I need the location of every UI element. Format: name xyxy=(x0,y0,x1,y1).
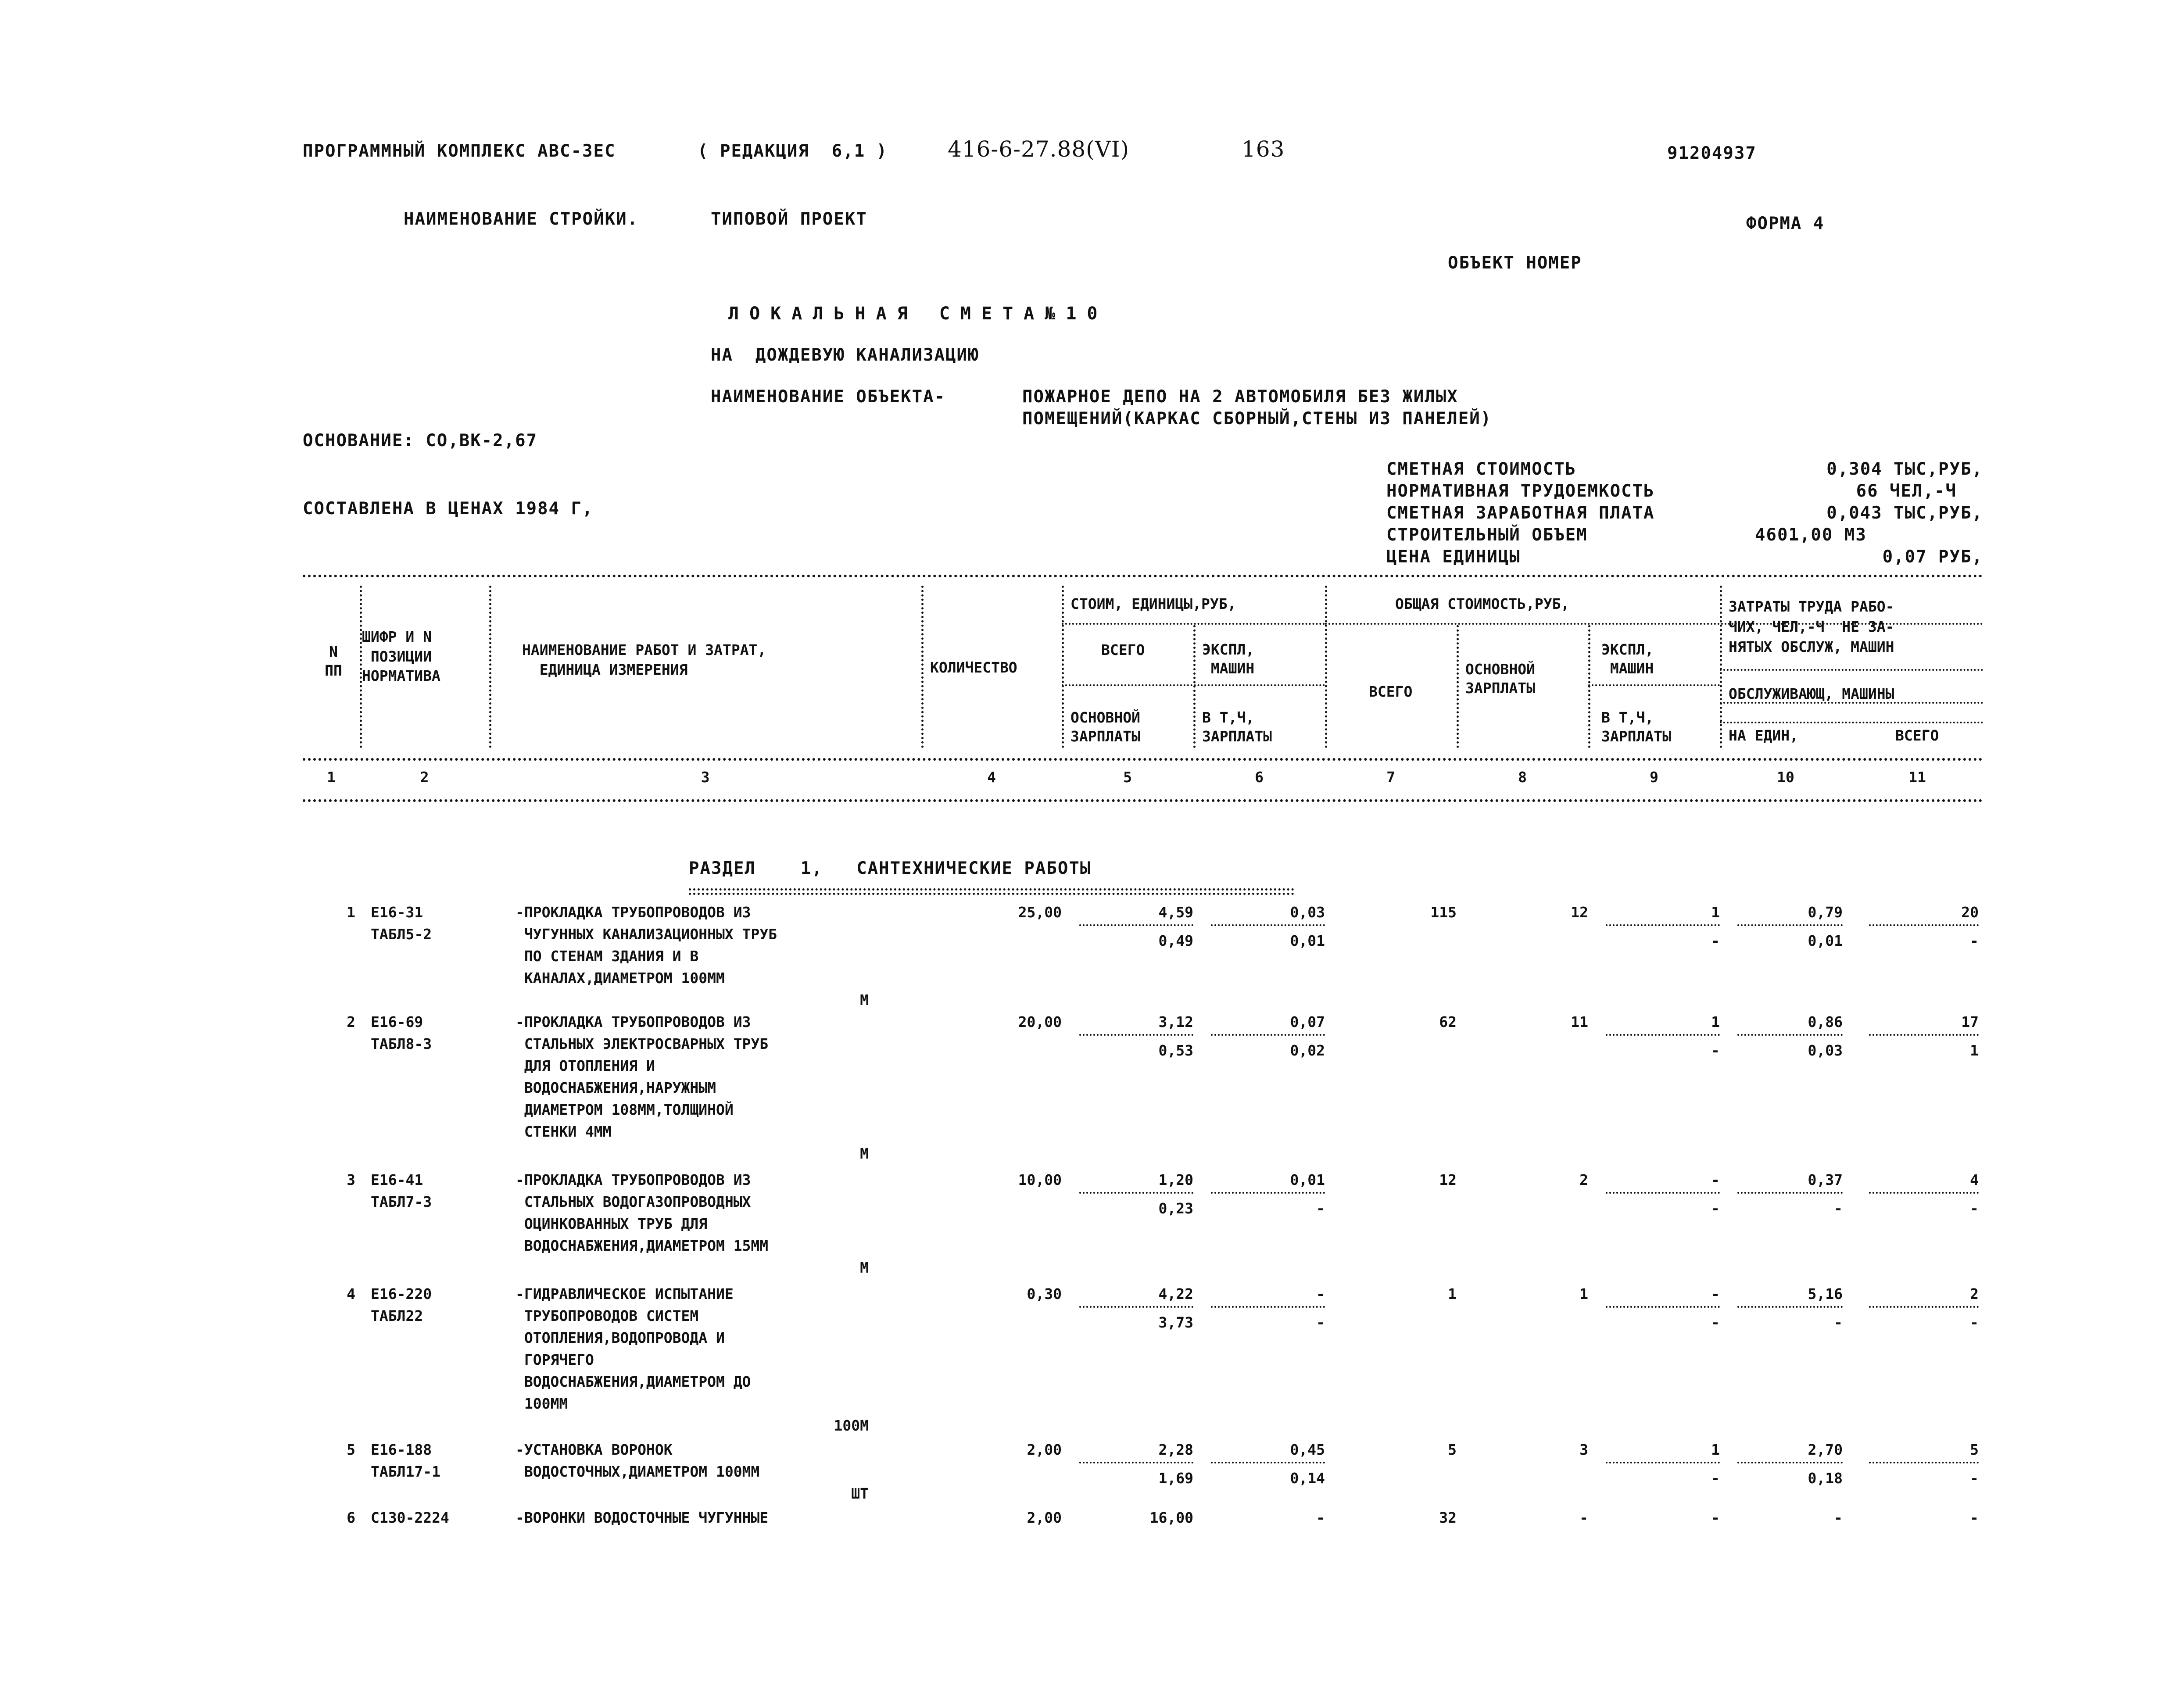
col-number: 4 xyxy=(987,769,996,786)
row-name: -ПРОКЛАДКА ТРУБОПРОВОДОВ ИЗ ЧУГУННЫХ КАНАЛИЗАЦИОННЫХ ТРУБ ПО СТЕНАМ ЗДАНИЯ И В КАНАЛАХ,ДИАМЕТРОМ 100ММ xyxy=(516,904,777,987)
row-labor-unit: 0,79 xyxy=(1808,904,1843,921)
row-total-machines: 1 xyxy=(1711,904,1720,921)
row-code: Е16-31 ТАБЛ5-2 xyxy=(371,904,432,943)
row-labor-unit: 2,70 xyxy=(1808,1441,1843,1458)
line-name-value: ТИПОВОЙ ПРОЕКТ xyxy=(711,209,867,229)
row-labor-total: 2 xyxy=(1970,1285,1979,1302)
row-total-machine-wages: - xyxy=(1711,1314,1720,1331)
col-number: 3 xyxy=(701,769,710,786)
row-labor-total-machines: - xyxy=(1970,1314,1979,1331)
row-quantity: 2,00 xyxy=(1027,1441,1062,1458)
col-number: 2 xyxy=(420,769,429,786)
row-unit-wages: 0,49 xyxy=(1158,932,1193,949)
object-line-1: ПОЖАРНОЕ ДЕПО НА 2 АВТОМОБИЛЯ БЕЗ ЖИЛЫХ xyxy=(1022,387,1458,407)
row-total: 62 xyxy=(1439,1013,1457,1030)
row-labor-total-machines: 1 xyxy=(1970,1042,1979,1059)
row-name: -ПРОКЛАДКА ТРУБОПРОВОДОВ ИЗ СТАЛЬНЫХ ВОДОГАЗОПРОВОДНЫХ ОЦИНКОВАННЫХ ТРУБ ДЛЯ ВОДОСНАБЖЕНИЯ,ДИАМЕТРОМ 15ММ xyxy=(516,1171,769,1254)
object-label: НАИМЕНОВАНИЕ ОБЪЕКТА- xyxy=(711,387,946,407)
row-labor-total: 17 xyxy=(1961,1013,1979,1030)
header-labor-sub: ОБСЛУЖИВАЮЩ, МАШИНЫ xyxy=(1729,685,1894,702)
header-col-6a: ЭКСПЛ, МАШИН xyxy=(1202,641,1255,677)
row-total: 32 xyxy=(1439,1509,1457,1526)
row-total: 12 xyxy=(1439,1171,1457,1188)
row-quantity: 25,00 xyxy=(1018,904,1062,921)
col-number: 7 xyxy=(1386,769,1395,786)
row-quantity: 0,30 xyxy=(1027,1285,1062,1302)
row-number: 2 xyxy=(347,1013,355,1030)
row-unit: 100М xyxy=(834,1417,869,1434)
row-unit-total: 2,28 xyxy=(1158,1441,1193,1458)
row-unit-machines: 0,45 xyxy=(1290,1441,1325,1458)
doc-number: 91204937 xyxy=(1667,143,1757,163)
row-labor-unit-machines: 0,03 xyxy=(1808,1042,1843,1059)
header-col-9b: В Т,Ч, ЗАРПЛАТЫ xyxy=(1601,709,1671,745)
col-number: 10 xyxy=(1777,769,1794,786)
row-total-machines: 1 xyxy=(1711,1441,1720,1458)
header-col-5a: ВСЕГО xyxy=(1101,641,1145,658)
project-code: 416-6-27.88(VI) xyxy=(948,136,1130,162)
row-total-machines: - xyxy=(1711,1285,1720,1302)
object-line-2: ПОМЕЩЕНИЙ(КАРКАС СБОРНЫЙ,СТЕНЫ ИЗ ПАНЕЛЕЙ) xyxy=(1022,409,1492,429)
row-unit-machines: 0,07 xyxy=(1290,1013,1325,1030)
header-col-4: КОЛИЧЕСТВО xyxy=(930,659,1017,676)
row-unit-wages: 3,73 xyxy=(1158,1314,1193,1331)
summary-label: НОРМАТИВНАЯ ТРУДОЕМКОСТЬ xyxy=(1386,481,1655,501)
row-labor-total: 20 xyxy=(1961,904,1979,921)
col-number: 5 xyxy=(1123,769,1132,786)
row-labor-unit-machines: - xyxy=(1834,1200,1843,1217)
row-total-machine-wages: - xyxy=(1711,1042,1720,1059)
header-col-3: НАИМЕНОВАНИЕ РАБОТ И ЗАТРАТ, ЕДИНИЦА ИЗМЕРЕНИЯ xyxy=(522,641,766,678)
row-unit-total: 3,12 xyxy=(1158,1013,1193,1030)
row-unit: М xyxy=(860,1145,869,1162)
row-number: 4 xyxy=(347,1285,355,1302)
row-total-machines: 1 xyxy=(1711,1013,1720,1030)
object-number: ОБЪЕКТ НОМЕР xyxy=(1448,253,1582,273)
row-number: 3 xyxy=(347,1171,355,1188)
row-labor-unit-machines: - xyxy=(1834,1314,1843,1331)
line-name-label: НАИМЕНОВАНИЕ СТРОЙКИ. xyxy=(404,209,639,229)
row-total: 115 xyxy=(1430,904,1457,921)
summary-label: СТРОИТЕЛЬНЫЙ ОБЪЕМ xyxy=(1386,525,1588,545)
doc-subject: НА ДОЖДЕВУЮ КАНАЛИЗАЦИЮ xyxy=(711,345,979,365)
row-unit-total: 4,59 xyxy=(1158,904,1193,921)
row-total-wages: 3 xyxy=(1579,1441,1588,1458)
row-unit-wages: 0,53 xyxy=(1158,1042,1193,1059)
row-total-machines: - xyxy=(1711,1509,1720,1526)
row-number: 5 xyxy=(347,1441,355,1458)
row-name: -ГИДРАВЛИЧЕСКОЕ ИСПЫТАНИЕ ТРУБОПРОВОДОВ СИСТЕМ ОТОПЛЕНИЯ,ВОДОПРОВОДА И ГОРЯЧЕГО ВОДОСНАБЖЕНИЯ,ДИАМЕТРОМ ДО 100ММ xyxy=(516,1285,751,1412)
row-quantity: 10,00 xyxy=(1018,1171,1062,1188)
row-unit-machine-wages: 0,14 xyxy=(1290,1470,1325,1487)
summary-value: 0,043 ТЫС,РУБ, xyxy=(1826,503,1983,523)
row-total-wages: 11 xyxy=(1571,1013,1588,1030)
row-total-machine-wages: - xyxy=(1711,1470,1720,1487)
doc-title: ЛОКАЛЬНАЯ СМЕТА№10 xyxy=(728,304,1108,324)
row-unit-machine-wages: 0,02 xyxy=(1290,1042,1325,1059)
header-col-6b: В Т,Ч, ЗАРПЛАТЫ xyxy=(1202,709,1272,745)
row-unit-machine-wages: - xyxy=(1316,1200,1325,1217)
row-unit-wages: 0,23 xyxy=(1158,1200,1193,1217)
row-labor-unit-machines: 0,01 xyxy=(1808,932,1843,949)
row-total: 5 xyxy=(1448,1441,1457,1458)
row-quantity: 20,00 xyxy=(1018,1013,1062,1030)
header-col-10: НА ЕДИН, xyxy=(1729,727,1798,744)
row-unit-total: 16,00 xyxy=(1149,1509,1193,1526)
header-unit-cost: СТОИМ, ЕДИНИЦЫ,РУБ, xyxy=(1071,595,1236,612)
header-labor: ЗАТРАТЫ ТРУДА РАБО- ЧИХ, ЧЕЛ,-Ч НЕ ЗА- НЯТЫХ ОБСЛУЖ, МАШИН xyxy=(1729,598,1894,656)
summary-value: 66 ЧЕЛ,-Ч xyxy=(1856,481,1957,501)
row-unit-machine-wages: 0,01 xyxy=(1290,932,1325,949)
row-number: 1 xyxy=(347,904,355,921)
basis: ОСНОВАНИЕ: СО,ВК-2,67 xyxy=(303,431,538,451)
row-labor-total: 5 xyxy=(1970,1441,1979,1458)
row-labor-total: - xyxy=(1970,1509,1979,1526)
row-total: 1 xyxy=(1448,1285,1457,1302)
row-total-wages: - xyxy=(1579,1509,1588,1526)
col-number: 8 xyxy=(1518,769,1527,786)
edition: ( РЕДАКЦИЯ 6,1 ) xyxy=(698,141,888,161)
row-total-wages: 1 xyxy=(1579,1285,1588,1302)
row-labor-total-machines: - xyxy=(1970,1200,1979,1217)
header-col-9a: ЭКСПЛ, МАШИН xyxy=(1601,641,1654,677)
row-total-wages: 2 xyxy=(1579,1171,1588,1188)
price-year: СОСТАВЛЕНА В ЦЕНАХ 1984 Г, xyxy=(303,499,594,519)
row-unit-total: 1,20 xyxy=(1158,1171,1193,1188)
row-labor-total-machines: - xyxy=(1970,932,1979,949)
row-unit-machines: - xyxy=(1316,1509,1325,1526)
summary-value: 0,304 ТЫС,РУБ, xyxy=(1826,459,1983,479)
header-col-1: N ПП xyxy=(325,643,342,679)
row-total-wages: 12 xyxy=(1571,904,1588,921)
row-unit: ШТ xyxy=(851,1485,869,1502)
row-unit-machine-wages: - xyxy=(1316,1314,1325,1331)
header-col-8: ОСНОВНОЙ ЗАРПЛАТЫ xyxy=(1465,661,1535,697)
row-name: -ВОРОНКИ ВОДОСТОЧНЫЕ ЧУГУННЫЕ xyxy=(516,1509,769,1526)
page-number: 163 xyxy=(1242,136,1285,162)
row-unit-machines: 0,03 xyxy=(1290,904,1325,921)
row-quantity: 2,00 xyxy=(1027,1509,1062,1526)
row-total-machine-wages: - xyxy=(1711,932,1720,949)
summary-label: СМЕТНАЯ СТОИМОСТЬ xyxy=(1386,459,1577,479)
row-labor-total-machines: - xyxy=(1970,1470,1979,1487)
program-name: ПРОГРАММНЫЙ КОМПЛЕКС АВС-ЗЕС xyxy=(303,141,616,161)
col-number: 1 xyxy=(327,769,336,786)
row-unit: М xyxy=(860,991,869,1009)
row-total-machines: - xyxy=(1711,1171,1720,1188)
row-code: Е16-69 ТАБЛ8-3 xyxy=(371,1013,432,1052)
summary-value: 4601,00 М3 xyxy=(1755,525,1867,545)
row-name: -ПРОКЛАДКА ТРУБОПРОВОДОВ ИЗ СТАЛЬНЫХ ЭЛЕКТРОСВАРНЫХ ТРУБ ДЛЯ ОТОПЛЕНИЯ И ВОДОСНАБЖЕНИЯ,НАРУЖНЫМ ДИАМЕТРОМ 108ММ,ТОЛЩИНОЙ СТЕНКИ 4ММ xyxy=(516,1013,769,1140)
row-name: -УСТАНОВКА ВОРОНОК ВОДОСТОЧНЫХ,ДИАМЕТРОМ 100ММ xyxy=(516,1441,760,1480)
col-number: 11 xyxy=(1908,769,1926,786)
section-title: РАЗДЕЛ 1, САНТЕХНИЧЕСКИЕ РАБОТЫ xyxy=(689,859,1092,878)
row-total-machine-wages: - xyxy=(1711,1200,1720,1217)
summary-value: 0,07 РУБ, xyxy=(1882,547,1983,567)
col-number: 9 xyxy=(1650,769,1658,786)
header-col-7: ВСЕГО xyxy=(1369,683,1413,700)
summary-label: СМЕТНАЯ ЗАРАБОТНАЯ ПЛАТА xyxy=(1386,503,1655,523)
header-col-11: ВСЕГО xyxy=(1895,727,1939,744)
summary-label: ЦЕНА ЕДИНИЦЫ xyxy=(1386,547,1521,567)
header-col-2: ШИФР И N ПОЗИЦИИ НОРМАТИВА xyxy=(362,628,440,685)
row-code: Е16-220 ТАБЛ22 xyxy=(371,1285,432,1324)
row-labor-unit: 5,16 xyxy=(1808,1285,1843,1302)
row-code: Е16-188 ТАБЛ17-1 xyxy=(371,1441,440,1480)
row-unit-machines: 0,01 xyxy=(1290,1171,1325,1188)
header-col-5b: ОСНОВНОЙ ЗАРПЛАТЫ xyxy=(1071,709,1140,745)
col-number: 6 xyxy=(1255,769,1264,786)
header-total-cost: ОБЩАЯ СТОИМОСТЬ,РУБ, xyxy=(1395,595,1570,612)
row-code: Е16-41 ТАБЛ7-3 xyxy=(371,1171,432,1210)
form-label: ФОРМА 4 xyxy=(1746,214,1825,233)
row-labor-total: 4 xyxy=(1970,1171,1979,1188)
row-labor-unit: 0,86 xyxy=(1808,1013,1843,1030)
row-labor-unit-machines: 0,18 xyxy=(1808,1470,1843,1487)
row-unit: М xyxy=(860,1259,869,1276)
row-number: 6 xyxy=(347,1509,355,1526)
row-unit-total: 4,22 xyxy=(1158,1285,1193,1302)
row-labor-unit: - xyxy=(1834,1509,1843,1526)
row-unit-machines: - xyxy=(1316,1285,1325,1302)
row-unit-wages: 1,69 xyxy=(1158,1470,1193,1487)
row-code: С130-2224 xyxy=(371,1509,449,1526)
row-labor-unit: 0,37 xyxy=(1808,1171,1843,1188)
